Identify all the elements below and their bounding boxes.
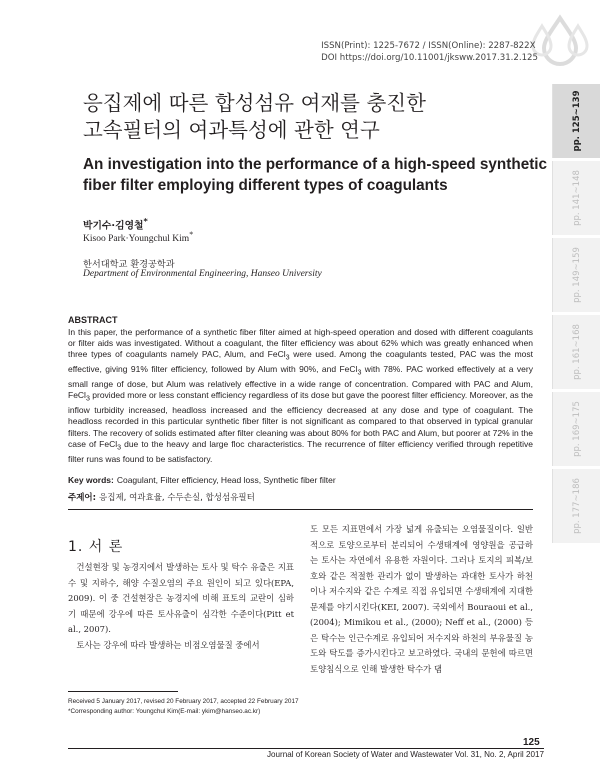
paragraph: 건설현장 및 농경지에서 발생하는 토사 및 탁수 유출은 지표수 및 지하수, 해양 수질오염의 주요 원인이 되고 있다(EPA, 2009). 이 중 건설현장은 농경지에 비해 표토의 교란이 심하기 때문에 강우에 따른 토사유출이 심각한 수준이다(Pitt et al., 2007).	[68, 562, 294, 634]
page-number: 125	[523, 737, 540, 748]
issn-line: ISSN(Print): 1225-7672 / ISSN(Online): 2287-822X	[321, 41, 536, 51]
keywords-korean: 주제어: 응집제, 여과효율, 수두손실, 합성섬유필터	[68, 493, 255, 503]
journal-citation: Journal of Korean Society of Water and Wastewater Vol. 31, No. 2, April 2017	[267, 750, 544, 759]
tab-pp-161-168[interactable]: pp. 161~168	[552, 315, 600, 389]
authors-english: Kisoo Park·Youngchul Kim*	[83, 230, 194, 245]
corresponding-mark: *	[143, 216, 148, 226]
section-heading: 1. 서 론	[68, 539, 124, 555]
corresponding-author: *Corresponding author: Youngchul Kim(E-mail: ykim@hanseo.ac.kr)	[68, 708, 261, 715]
footnote-divider	[68, 691, 178, 692]
abstract-body: In this paper, the performance of a synthetic fiber filter aimed at high-speed operation and dosed with different coagulants or filter aids was investigated. Without a coagulant, the filter efficiency was about 62% which was greatly enhanced when three types of coagulants namely PAC, Alum, and FeCl$_3$ were used. Among the coagulants tested, PAC was the most effective, giving 91% filter efficiency, followed by Alum with 90%, and FeCl$_3$ with 78%. PAC worked effectively at a very small range of dose, but Alum was relatively effective in a wide range of concentration. Compared with PAC and Alum, FeCl$_3$ provided more or less constant efficiency regardless of its dose but gave the poorest filter efficiency. Moreover, as the inflow turbidity increased, headloss increased and the efficiency decreased at any dose and type of coagulant. The headloss recorded in this particular synthetic fiber filter is not significant as compared to that observed in typical granular filters. The recovery of solids estimated after filter cleaning was about 80% for both PAC and Alum, but poorer at 72% in the case of FeCl$_3$ due to the heavy and large floc characteristics. The recurrence of filter efficiency verified through repetitive filter runs was found to be satisfactory.	[68, 327, 533, 464]
corresponding-mark: *	[189, 230, 194, 239]
affiliation-english: Department of Environmental Engineering, Hanseo University	[83, 269, 322, 279]
issn-doi-block	[321, 41, 538, 64]
english-title: An investigation into the performance of a high-speed synthetic fiber filter employing different types of coagulants	[83, 156, 548, 194]
affiliation-korean: 한서대학교 환경공학과	[83, 259, 175, 270]
tab-pp-177-186[interactable]: pp. 177~186	[552, 469, 600, 543]
authors-korean: 박기수·김영철*	[83, 216, 148, 232]
tab-pp-125-139[interactable]: pp. 125~139	[552, 84, 600, 158]
received-dates: Received 5 January 2017, revised 20 February 2017, accepted 22 February 2017	[68, 698, 299, 705]
tab-pp-141-148[interactable]: pp. 141~148	[552, 161, 600, 235]
tab-pp-169-175[interactable]: pp. 169~175	[552, 392, 600, 466]
abstract-heading: ABSTRACT	[68, 315, 118, 325]
keywords-english: Key words: Coagulant, Filter efficiency, Head loss, Synthetic fiber filter	[68, 475, 336, 485]
footnote	[68, 697, 304, 717]
body-right-column	[310, 522, 533, 677]
paragraph: 도 모든 지표면에서 가장 넓게 유출되는 오염물질이다. 일반적으로 토양으로부터 분리되어 수생태계에 영양원을 공급하는 토사는 자연에서 유용한 자원이다. 그러나 토지의 피복/보호와 같은 적절한 관리가 없이 발생하는 과대한 토사가 하천이나 저수지와 같은 수계로 직접 유입되면 수생태계에 지대한 문제를 야기시킨다(KEI, 2007). 국외에서 Bouraoui et al., (2004); Mimikou et al., (2000); Neff et al., (2000) 등은 탁수는 인근수계로 유입되어 저수지와 하천의 부유물질 농도와 탁도를 증가시킨다고 보고하였다. 국내의 문헌에 따르면 토양침식으로 인해 발생한 탁수가 댐	[310, 524, 533, 674]
divider	[68, 509, 533, 510]
paragraph: 토사는 강우에 따라 발생하는 비점오염물질 중에서	[76, 639, 260, 650]
body-left-column	[68, 560, 294, 653]
footer-divider	[68, 748, 544, 749]
water-drop-logo-icon	[530, 14, 590, 66]
page-range-sidebar	[552, 84, 600, 546]
doi-link[interactable]: DOI https://doi.org/10.11001/jksww.2017.31.2.125	[321, 52, 538, 63]
tab-pp-149-159[interactable]: pp. 149~159	[552, 238, 600, 312]
korean-title: 응집제에 따른 합성섬유 여재를 충진한 고속필터의 여과특성에 관한 연구	[83, 91, 426, 142]
